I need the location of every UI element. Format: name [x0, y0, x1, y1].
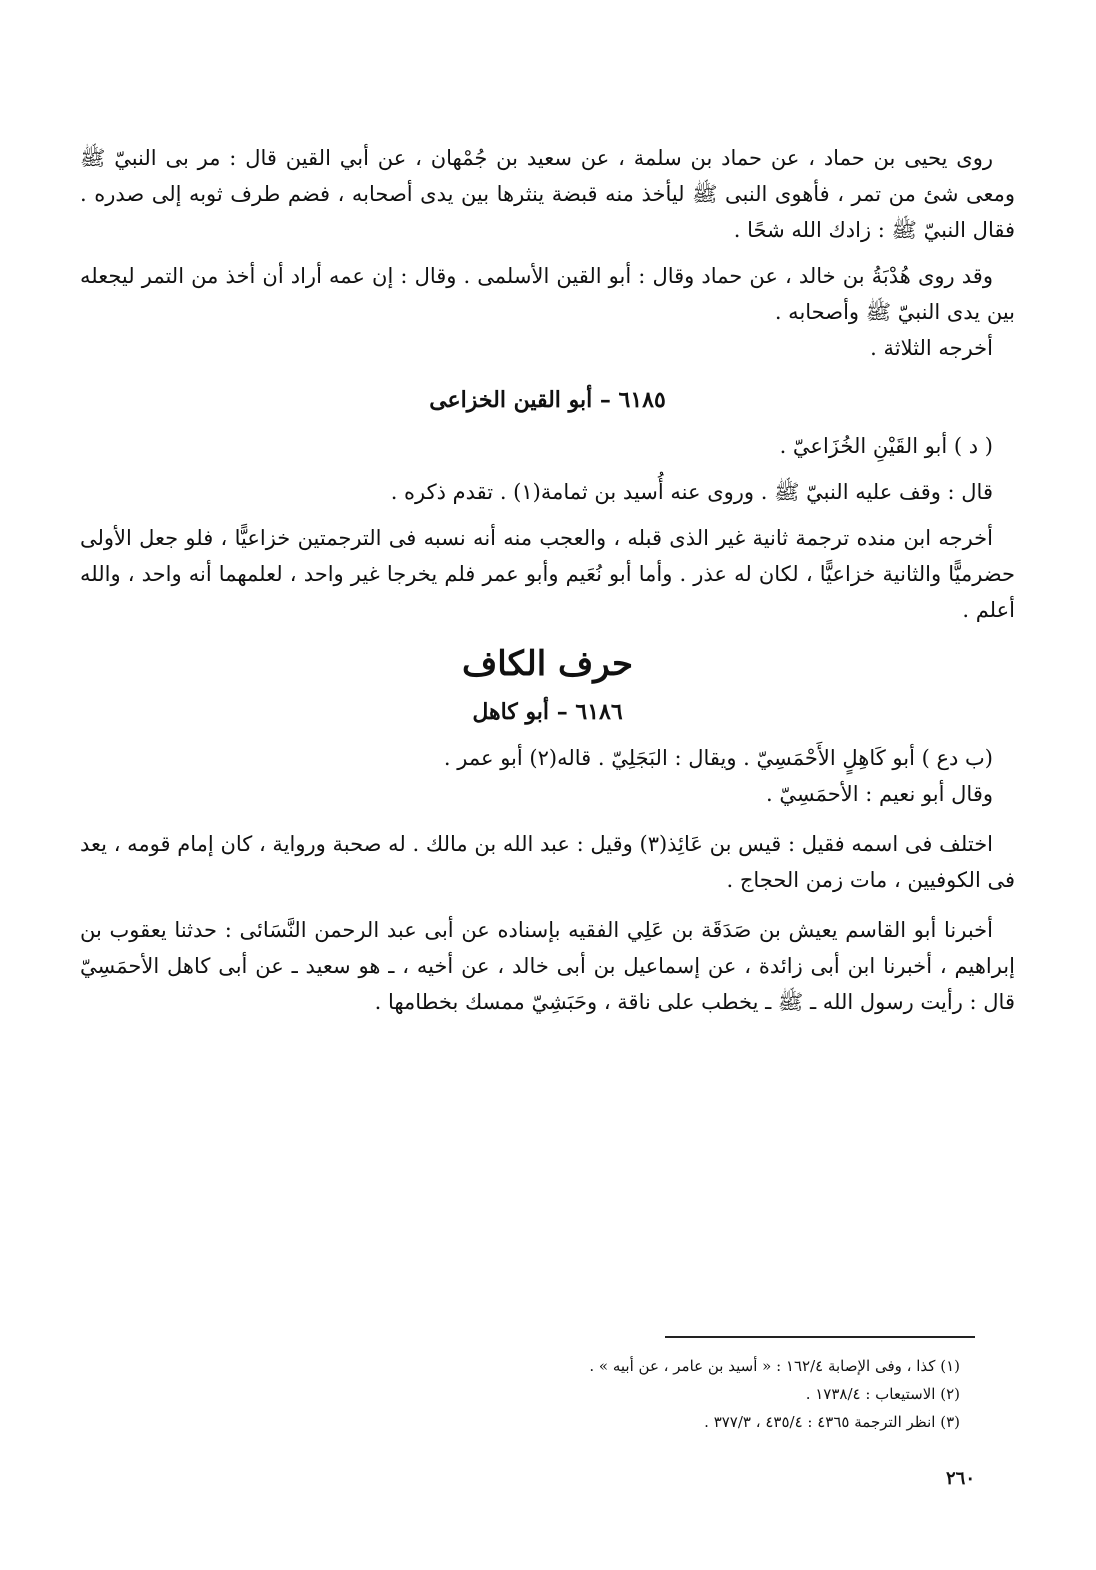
footnote: (٣) انظر الترجمة ٤٣٦٥ : ٤٣٥/٤ ، ٣٧٧/٣ .: [704, 1413, 960, 1431]
paragraph: قال : وقف عليه النبيّ ﷺ . وروى عنه أُسيد بن ثمامة(١) . تقدم ذكره .: [390, 480, 993, 504]
paragraph: وقال أبو نعيم : الأحمَسِيّ .: [766, 782, 993, 806]
paragraph: أخرجه الثلاثة .: [870, 336, 993, 360]
paragraph: (ب دع ) أبو كَاهِلٍ الأَحْمَسِيّ . ويقال : البَجَلِيّ . قاله(٢) أبو عمر .: [443, 746, 993, 770]
paragraph: ( د ) أبو القَيْنِ الخُزَاعيّ .: [779, 434, 993, 458]
paragraph: اختلف فى اسمه فقيل : قيس بن عَائِذ(٣) وقيل : عبد الله بن مالك . له صحبة ورواية ، كان إمام قومه ، يعد فى الكوفيين ، مات زمن الحجاج .: [80, 832, 1015, 892]
footnote: (٢) الاستيعاب : ١٧٣٨/٤ .: [805, 1385, 960, 1403]
page-body: [80, 140, 1015, 1020]
page-number: ٢٦٠: [945, 1468, 975, 1489]
paragraph: وقد روى هُدْبَةُ بن خالد ، عن حماد وقال : أبو القين الأسلمى . وقال : إن عمه أراد أن أخذ من التمر ليجعله بين يدى النبيّ ﷺ وأصحابه .: [80, 264, 1015, 324]
footnotes: [430, 1352, 960, 1436]
entry-heading: ٦١٨٥ – أبو القين الخزاعى: [429, 387, 666, 413]
footnote-divider: [665, 1336, 975, 1338]
section-title: حرف الكاف: [461, 644, 634, 684]
entry-heading: ٦١٨٦ – أبو كاهل: [472, 699, 623, 725]
paragraph: روى يحيى بن حماد ، عن حماد بن سلمة ، عن سعيد بن جُمْهان ، عن أبي القين قال : مر بى النبيّ ﷺ ومعى شئ من تمر ، فأهوى النبى ﷺ ليأخذ منه قبضة ينثرها بين يدى أصحابه ، فضم طرف ثوبه إلى صدره . فقال النبيّ ﷺ : زادك الله شحًا .: [80, 146, 1015, 242]
paragraph: أخرجه ابن منده ترجمة ثانية غير الذى قبله ، والعجب منه أنه نسبه فى الترجمتين خزاعيًّا ، فلو جعل الأولى حضرميًّا والثانية خزاعيًّا ، لكان له عذر . وأما أبو نُعَيم وأبو عمر فلم يخرجا غير واحد ، لعلمهما أنه واحد ، والله أعلم .: [80, 526, 1015, 622]
paragraph: أخبرنا أبو القاسم يعيش بن صَدَقَة بن عَلِي الفقيه بإسناده عن أبى عبد الرحمن النَّسَائى : حدثنا يعقوب بن إبراهيم ، أخبرنا ابن أبى زائدة ، عن إسماعيل بن أبى خالد ، عن أخيه ، ـ هو سعيد ـ عن أبى كاهل الأحمَسِيّ قال : رأيت رسول الله ـ ﷺ ـ يخطب على ناقة ، وحَبَشِيّ ممسك بخطامها .: [80, 918, 1015, 1014]
footnote: (١) كذا ، وفى الإصابة ١٦٢/٤ : « أسيد بن عامر ، عن أبيه » .: [589, 1357, 960, 1375]
